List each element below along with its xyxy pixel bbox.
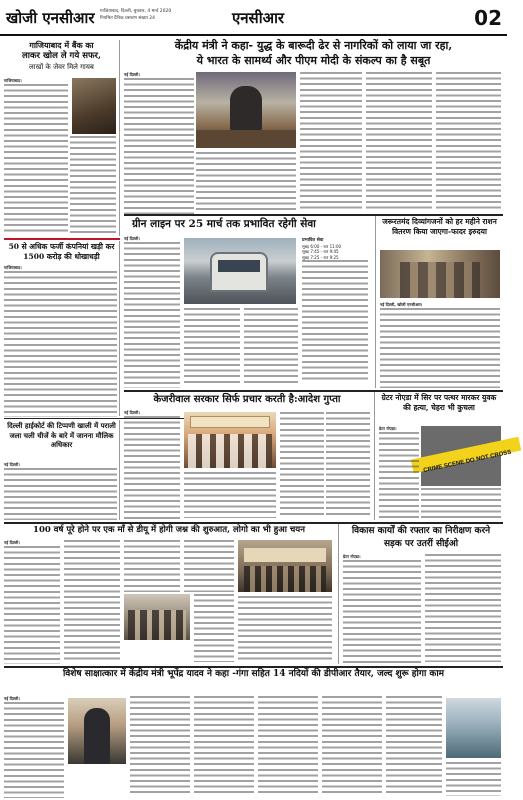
- article-ghaziabad-bank: [4, 40, 120, 236]
- article-kejriwal: [124, 392, 370, 520]
- body-text-lines: [4, 702, 64, 798]
- article-headline: लाकर खोल ले गये सफर,: [22, 51, 101, 61]
- dateline-primary: गाजियाबाद, दिल्ली, बुधवार, 4 मार्च 2020: [100, 9, 172, 14]
- section-title: एनसीआर: [231, 9, 285, 27]
- banner: [190, 416, 270, 428]
- article-body-col4: [184, 540, 234, 592]
- article-headline: ग्रीन लाइन पर 25 मार्च तक प्रभावित रहेगी सेवा: [132, 218, 316, 230]
- article-headline: केजरीवाल सरकार सिर्फ प्रचार करती है:आदेश गुप्ता: [153, 394, 341, 405]
- article-dateline: नई दिल्ली, खोजी एनसीआर।: [380, 302, 423, 307]
- river-photo: [446, 698, 501, 758]
- article-headline-line2: ये भारत के सामर्थ्य और पीएम मोदी के संकल्प का है सबूत: [196, 54, 431, 67]
- article-body: [124, 410, 180, 518]
- article-body-cont: [70, 136, 116, 234]
- du-event-photo: [238, 540, 332, 592]
- metro-train: [210, 252, 268, 292]
- article-dateline: नई दिल्ली।: [124, 236, 140, 241]
- article-body: [124, 236, 180, 386]
- article-bhupender-yadav: [4, 668, 503, 798]
- article-body-col2: [300, 72, 362, 212]
- body-text-lines: [4, 271, 117, 417]
- article-body: [124, 72, 194, 212]
- body-text-lines: [124, 416, 180, 520]
- article-body-under-photo: [196, 152, 296, 212]
- article-body-col4: [302, 238, 368, 386]
- article-body-col4: [436, 72, 501, 212]
- kejriwal-photo: [184, 412, 276, 468]
- article-body: [4, 540, 60, 662]
- article-dateline: गाजियाबाद।: [4, 265, 22, 270]
- body-text-lines: [4, 84, 68, 234]
- article-body-col3: [366, 72, 432, 212]
- crime-tape-text: CRIME SCENE DO NOT CROSS: [422, 449, 512, 475]
- article-body: [4, 462, 117, 518]
- article-headline: दिल्ली हाईकोर्ट की टिप्पणी खाली में पराली जला चली चीजें के बारे में जानना मौलिक अधिकार: [7, 421, 116, 449]
- article-body: [343, 554, 421, 662]
- article-body-col4: [258, 696, 318, 796]
- article-dateline: नई दिल्ली।: [124, 72, 140, 77]
- article-body: [4, 78, 68, 234]
- article-body-col7: [446, 762, 501, 796]
- article-body: [380, 302, 500, 386]
- metro-photo: [184, 238, 296, 304]
- people-row: [128, 610, 186, 640]
- article-headline: ग्रेटर नोएडा में सिर पर पत्थर मारकर युवक की हत्या, चेहरा भी कुचला: [381, 393, 497, 412]
- body-text-lines: [124, 242, 180, 388]
- article-body-col2: [64, 540, 120, 662]
- article-vikas-works: [338, 524, 503, 664]
- schedule-title: प्रभावित सेवा: [302, 238, 324, 243]
- article-body-col6: [238, 596, 332, 662]
- article-body: [4, 265, 117, 415]
- body-text-lines: [124, 78, 194, 214]
- body-text-lines: [343, 560, 421, 664]
- masthead: [0, 0, 507, 36]
- divider: [4, 238, 120, 240]
- article-disabled-rations: [375, 216, 503, 388]
- article-headline: 100 वर्ष पूरे होने पर एक माँ से डीयू में होगी जश्न की शुरुआत, लोगो का भी हुआ चयन: [33, 525, 305, 535]
- du-photo: [124, 594, 190, 640]
- article-dateline: नई दिल्ली।: [4, 540, 20, 545]
- article-body: [4, 696, 64, 796]
- person-silhouette: [84, 708, 110, 764]
- article-fake-companies: [4, 241, 120, 416]
- people-row: [188, 434, 272, 468]
- yadav-photo: [68, 698, 126, 764]
- article-headline: विकास कार्यों की रफ्तार का निरीक्षण करने सड़क पर उतरीं सीईओ: [351, 526, 491, 549]
- schedule-row: सुबह 7:45 - रात 9:45: [302, 249, 339, 255]
- crime-tape: [411, 437, 522, 474]
- article-headline-line1: केंद्रीय मंत्री ने कहा- युद्ध के बारूदी ढेर से नागरिकों को लाया जा रहा,: [174, 39, 453, 52]
- article-body-col3: [124, 540, 180, 592]
- article-body-col2: [130, 696, 190, 796]
- person-group: [400, 262, 480, 298]
- article-body-col5: [194, 594, 234, 662]
- article-headline: 50 से अधिक फर्जी कंपनियां खड़ी कर 1500 करोड़ की धोखाधड़ी: [8, 242, 115, 261]
- page-number: 02: [474, 6, 502, 30]
- metro-window: [218, 260, 260, 272]
- body-text-lines: [4, 468, 117, 520]
- article-kicker: गाजियाबाद में बैंक का: [29, 40, 94, 50]
- article-body-col3: [326, 412, 370, 518]
- body-text-lines: [379, 432, 419, 520]
- people-row: [244, 566, 326, 592]
- stage: [244, 548, 326, 562]
- masthead-logo: खोजी एनसीआर: [6, 9, 95, 27]
- article-body: [379, 426, 419, 518]
- crime-scene-photo: [421, 426, 512, 486]
- article-body-under-photo: [184, 472, 276, 518]
- article-greater-noida-crime: [374, 392, 512, 520]
- article-dateline: नई दिल्ली।: [124, 410, 140, 415]
- article-headline: विशेष साक्षात्कार में केंद्रीय मंत्री भूपेंद्र यादव ने कहा -गंगा सहित 14 नदियों की डीपीआर तैयार, जल्द शुरू होगा काम: [62, 669, 445, 679]
- bank-photo: [72, 78, 116, 134]
- article-green-line: [124, 216, 371, 388]
- article-body-col2: [184, 308, 240, 386]
- article-body-col3: [244, 308, 298, 386]
- article-body-col5: [322, 696, 382, 796]
- desk: [196, 130, 296, 148]
- article-du-100-years: [4, 524, 334, 664]
- person-silhouette: [230, 86, 262, 132]
- article-delhi-hc: [4, 420, 120, 520]
- article-dateline: ग्रेटर नोएडा।: [379, 426, 397, 431]
- dateline-secondary: नियमित दैनिक प्रसारण संख्या 24: [100, 16, 155, 21]
- body-text-lines: [380, 308, 500, 388]
- article-body-col2: [280, 412, 324, 518]
- schedule-row: सुबह 7:25 - रात 9:25: [302, 254, 339, 260]
- article-body-col3: [194, 696, 254, 796]
- article-dateline: ग्रेटर नोएडा।: [343, 554, 361, 559]
- article-subhead: लाखों के जेवर मिले गायब: [29, 63, 94, 71]
- naqvi-photo: [196, 72, 296, 148]
- body-text-lines: [4, 546, 60, 664]
- schedule-row: सुबह 6:00 - रात 11:00: [302, 243, 342, 249]
- article-body-col6: [386, 696, 442, 796]
- rations-photo: [380, 250, 500, 298]
- article-body-col2: [421, 488, 501, 518]
- article-body-col2: [425, 554, 501, 662]
- article-dateline: नई दिल्ली।: [4, 462, 20, 467]
- article-dateline: गाजियाबाद।: [4, 78, 22, 83]
- body-text-lines: [302, 260, 368, 380]
- article-headline: जरूरतमंद दिव्यांगजनों को हर महीने राशन वितरण किया जाएगा-फादर इरुदया: [382, 217, 497, 236]
- article-dateline: नई दिल्ली।: [4, 696, 20, 701]
